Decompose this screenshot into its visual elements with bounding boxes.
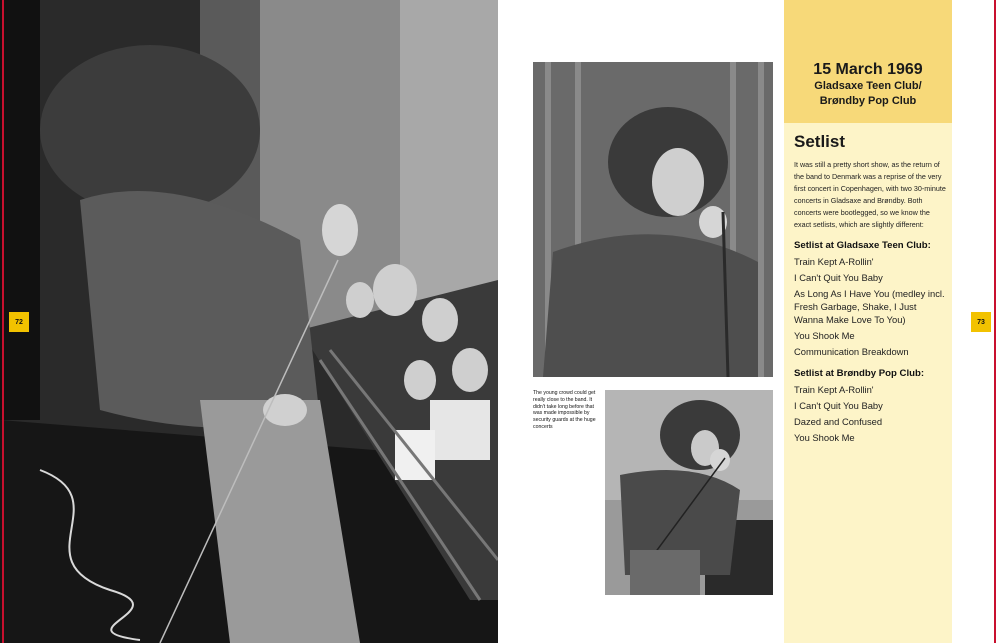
venue-line-1: Gladsaxe Teen Club/ xyxy=(814,80,922,92)
song-item: As Long As I Have You (medley incl. Fresh Garbage, Shake, I Just Wanna Make Love To You) xyxy=(794,288,945,325)
sidebar-header xyxy=(784,0,952,123)
page-number-left: 72 xyxy=(9,312,29,332)
setlist-heading-brondby: Setlist at Brøndby Pop Club: xyxy=(794,368,925,379)
concert-date: 15 March 1969 xyxy=(813,61,923,78)
song-item: Dazed and Confused xyxy=(794,416,883,427)
setlist-gladsaxe xyxy=(794,255,946,358)
venue-line-2: Brøndby Pop Club xyxy=(819,95,917,107)
song-item: I Can't Quit You Baby xyxy=(794,272,883,283)
page-number-right: 73 xyxy=(971,312,991,332)
singer-crowd-photo xyxy=(605,390,773,595)
setlist-sidebar xyxy=(784,0,952,643)
setlist-intro: It was still a pretty short show, as the return of the band to Denmark was a reprise of the very first concert in Copenhagen, with two 30-minute concerts in Gladsaxe and Brøndby. Both concerts were bootlegged, so we know the exact setlists, which are slightly different: xyxy=(794,160,946,229)
photo-caption: The young crowd could get really close to the band. It didn't take long before that was made impossible by security guards at the huge concerts xyxy=(533,390,596,430)
song-item: You Shook Me xyxy=(794,432,855,443)
setlist-heading-gladsaxe: Setlist at Gladsaxe Teen Club: xyxy=(794,240,931,251)
left-red-edge xyxy=(2,0,4,643)
singer-closeup-photo xyxy=(533,62,773,377)
section-title: Setlist xyxy=(794,132,846,151)
sidebar-body xyxy=(794,132,946,453)
left-page-photo xyxy=(0,0,498,643)
singer-on-stage-photo xyxy=(0,0,498,643)
song-item: You Shook Me xyxy=(794,330,855,341)
song-item: Communication Breakdown xyxy=(794,346,909,357)
setlist-brondby xyxy=(794,383,946,444)
song-item: Train Kept A-Rollin' xyxy=(794,256,874,267)
song-item: Train Kept A-Rollin' xyxy=(794,384,874,395)
song-item: I Can't Quit You Baby xyxy=(794,400,883,411)
right-red-edge xyxy=(994,0,996,643)
